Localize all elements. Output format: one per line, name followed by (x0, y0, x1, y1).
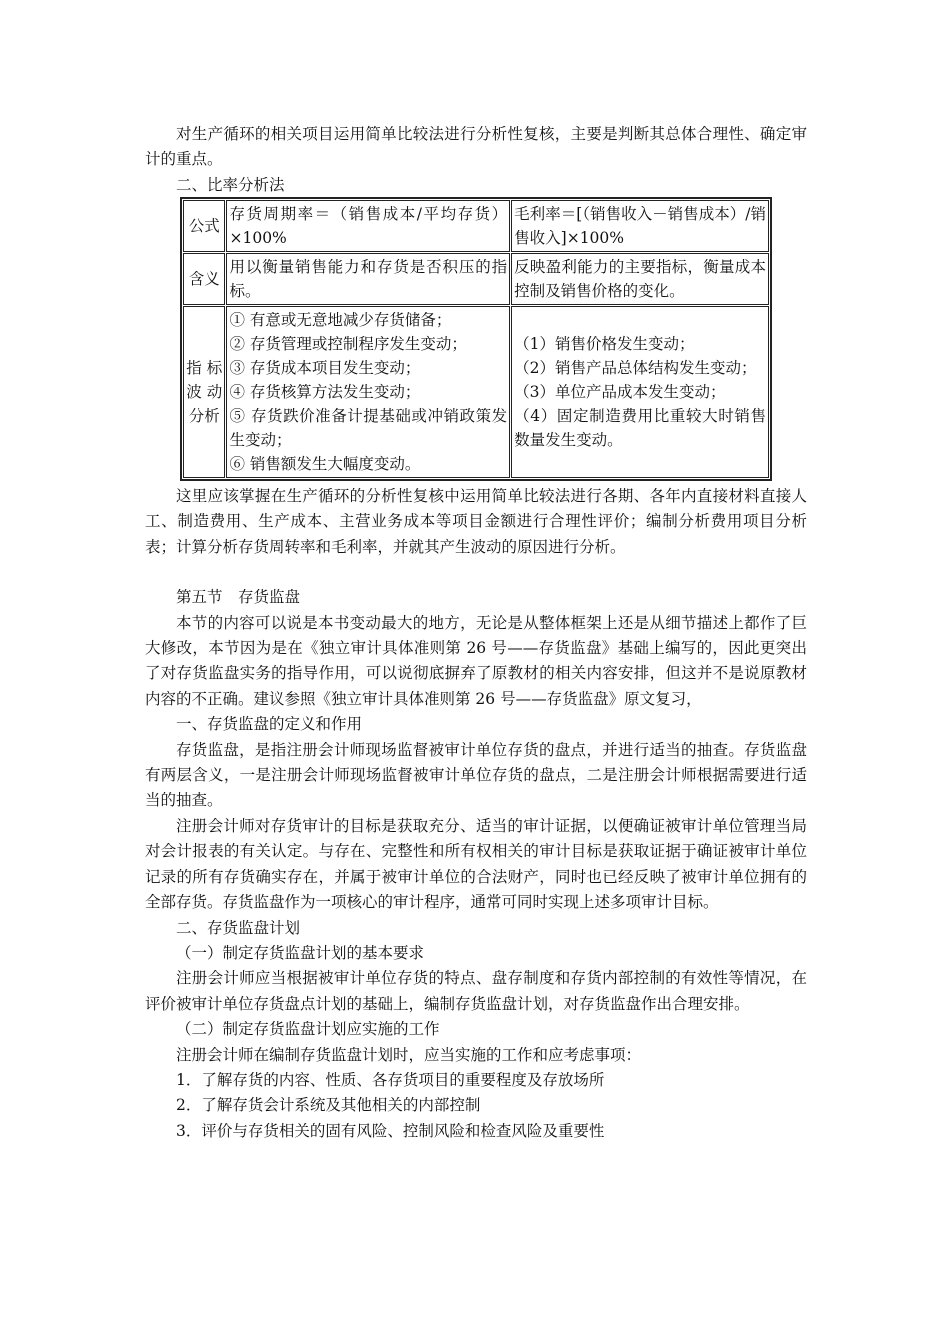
list-item: ④ 存货核算方法发生变动； (229, 383, 421, 401)
list-item: ① 有意或无意地减少存货储备； (229, 311, 452, 329)
work-paragraph: 注册会计师在编制存货监盘计划时，应当实施的工作和应考虑事项： (176, 1045, 642, 1064)
list-item: （2）销售产品总体结构发生变动； (514, 359, 757, 377)
row-label: 含义 (183, 253, 225, 305)
row-label: 公式 (183, 200, 225, 252)
table-cell: 毛利率＝[（销售收入－销售成本）/销售收入]×100% (511, 200, 769, 252)
list-item: （1）销售价格发生变动； (514, 335, 695, 353)
document-body (145, 484, 807, 1144)
row-label: 指 标波 动分析 (183, 306, 225, 478)
section-intro-paragraph: 本节的内容可以说是本书变动最大的地方，无论是从整体框架上还是从细节描述上都作了巨大修改，本节因为是在《独立审计具体准则第 26 号——存货监盘》基础上编写的，因此更突出了对存货监盘实务的指导作用，可以说彻底摒弃了原教材的相关内容安排，但这并不是说原教材内容的不正确。建议参照《独立审计具体准则第 26 号——存货监盘》原文复习， (145, 613, 807, 708)
list-item: （4）固定制造费用比重较大时销售数量发生变动。 (514, 407, 766, 449)
table-row (183, 253, 769, 305)
list-item: ② 存货管理或控制程序发生变动； (229, 335, 467, 353)
list-item: （3）单位产品成本发生变动； (514, 383, 726, 401)
table-cell (511, 306, 769, 478)
heading-ratio-analysis: 二、比率分析法 (176, 175, 285, 194)
list-item: ⑥ 销售额发生大幅度变动。 (229, 455, 421, 473)
objective-paragraph: 注册会计师对存货审计的目标是获取充分、适当的审计证据，以便确证被审计单位管理当局对会计报表的有关认定。与存在、完整性和所有权相关的审计目标是获取证据于确证被审计单位记录的所有存货确实存在，并属于被审计单位的合法财产，同时也已经反映了被审计单位拥有的全部存货。存货监盘作为一项核心的审计程序，通常可同时实现上述多项审计目标。 (145, 816, 807, 912)
table-cell: 反映盈利能力的主要指标，衡量成本控制及销售价格的变化。 (511, 253, 769, 305)
section-title: 第五节 存货监盘 (176, 588, 301, 607)
table-row (183, 200, 769, 252)
table-cell: 用以衡量销售能力和存货是否积压的指标。 (226, 253, 510, 305)
table-row (183, 306, 769, 478)
heading-plan: 二、存货监盘计划 (176, 918, 301, 937)
ratio-analysis-table (180, 197, 772, 481)
subheading-basic-requirements: （一）制定存货监盘计划的基本要求 (176, 943, 425, 962)
table-cell (226, 306, 510, 478)
table-cell: 存货周期率＝（销售成本/平均存货）×100% (226, 200, 510, 252)
requirements-paragraph: 注册会计师应当根据被审计单位存货的特点、盘存制度和存货内部控制的有效性等情况，在评价被审计单位存货盘点计划的基础上，编制存货监盘计划，对存货监盘作出合理安排。 (145, 969, 807, 1013)
heading-definition: 一、存货监盘的定义和作用 (176, 715, 363, 734)
list-item: ⑤ 存货跌价准备计提基础或冲销政策发生变动； (229, 407, 508, 449)
subheading-work: （二）制定存货监盘计划应实施的工作 (176, 1020, 440, 1039)
list-item: 3．评价与存货相关的固有风险、控制风险和检查风险及重要性 (176, 1121, 605, 1140)
list-item: ③ 存货成本项目发生变动； (229, 359, 421, 377)
after-table-paragraph: 这里应该掌握在生产循环的分析性复核中运用简单比较法进行各期、各年内直接材料直接人工、制造费用、生产成本、主营业务成本等项目金额进行合理性评价；编制分析费用项目分析表；计算分析存货周转率和毛利率，并就其产生波动的原因进行分析。 (145, 487, 807, 556)
list-item: 2．了解存货会计系统及其他相关的内部控制 (176, 1096, 481, 1115)
intro-paragraph: 对生产循环的相关项目运用简单比较法进行分析性复核，主要是判断其总体合理性、确定审计的重点。 (145, 125, 807, 169)
document-top (145, 122, 807, 198)
blank-line (145, 560, 807, 585)
definition-paragraph: 存货监盘，是指注册会计师现场监督被审计单位存货的盘点，并进行适当的抽查。存货监盘有两层含义，一是注册会计师现场监督被审计单位存货的盘点，二是注册会计师根据需要进行适当的抽查。 (145, 740, 807, 810)
list-item: 1．了解存货的内容、性质、各存货项目的重要程度及存放场所 (176, 1070, 605, 1089)
